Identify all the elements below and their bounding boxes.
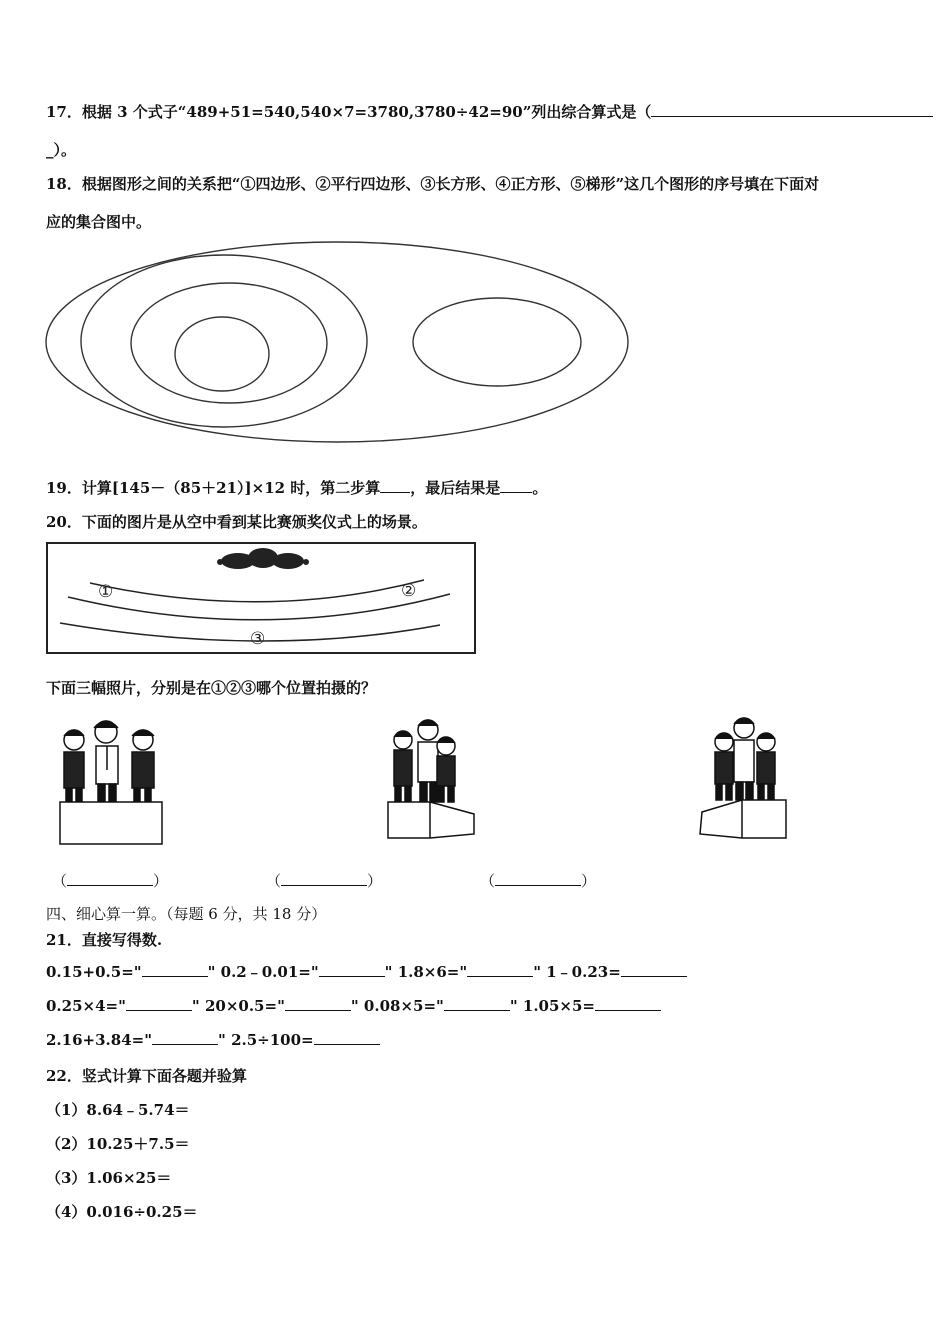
set-ellipse-inner[interactable]	[175, 317, 269, 391]
photo-3-podium	[694, 708, 804, 848]
q19-part1: 19．计算[145－（85＋21）]×12 时，第二步算	[46, 479, 381, 497]
q21-row-1: 0.15+0.5=" " 0.2﹣0.01=" " 1.8×6=" " 1﹣0.23=	[46, 962, 687, 982]
q22-item-1: （1）8.64﹣5.74＝	[46, 1101, 190, 1119]
set-ellipse-outer[interactable]	[46, 242, 628, 442]
photo-2-answer: （ ）	[266, 872, 383, 890]
set-ellipse-3[interactable]	[131, 283, 327, 403]
q22-item-3: （3）1.06×25＝	[46, 1169, 172, 1187]
q21-title: 21．直接写得数.	[46, 931, 163, 949]
photo-3-answer: （ ）	[480, 872, 597, 890]
photo-2-podium	[382, 710, 492, 850]
q22-item-4: （4）0.016÷0.25＝	[46, 1203, 198, 1221]
q17-line	[46, 102, 933, 122]
position-label-2: ②	[401, 581, 417, 601]
photo-2-answer-blank[interactable]	[281, 871, 367, 886]
position-label-3: ③	[250, 629, 266, 649]
q22-item-2: （2）10.25＋7.5＝	[46, 1135, 190, 1153]
photo-1-answer-blank[interactable]	[67, 871, 153, 886]
set-ellipse-right[interactable]	[413, 298, 581, 386]
q22-title: 22．竖式计算下面各题并验算	[46, 1067, 247, 1085]
position-label-1: ①	[98, 582, 114, 602]
q21-row-3: 2.16+3.84=" " 2.5÷100=	[46, 1030, 380, 1050]
q19-blank-1[interactable]	[380, 478, 410, 493]
photo-1-podium	[54, 710, 174, 850]
q17-text: 17．根据 3 个式子“489+51=540,540×7=3780,3780÷42=90”列出综合算式是（	[46, 103, 652, 121]
q17-answer-blank[interactable]	[651, 102, 933, 117]
q19-blank-2[interactable]	[500, 478, 532, 493]
q17-tail: _）。	[46, 141, 77, 159]
set-diagram	[0, 235, 950, 455]
q21-row-2: 0.25×4=" " 20×0.5=" " 0.08×5=" " 1.05×5=	[46, 996, 661, 1016]
q20-text: 20．下面的图片是从空中看到某比赛颁奖仪式上的场景。	[46, 513, 427, 531]
photo-3-answer-blank[interactable]	[495, 871, 581, 886]
section-4-title: 四、细心算一算。（每题 6 分，共 18 分）	[46, 905, 327, 923]
q19-line	[46, 478, 547, 498]
set-ellipse-2[interactable]	[81, 255, 367, 427]
q19-part3: 。	[532, 479, 548, 497]
q19-part2: ，最后结果是	[410, 479, 501, 497]
q18-line1: 18．根据图形之间的关系把“①四边形、②平行四边形、③长方形、④正方形、⑤梯形”这几个图形的序号填在下面对	[46, 175, 820, 193]
q20-question: 下面三幅照片，分别是在①②③哪个位置拍摄的？	[46, 679, 377, 697]
ceremony-top-view	[44, 540, 484, 660]
photo-1-answer: （ ）	[52, 872, 169, 890]
q18-line2: 应的集合图中。	[46, 213, 152, 231]
